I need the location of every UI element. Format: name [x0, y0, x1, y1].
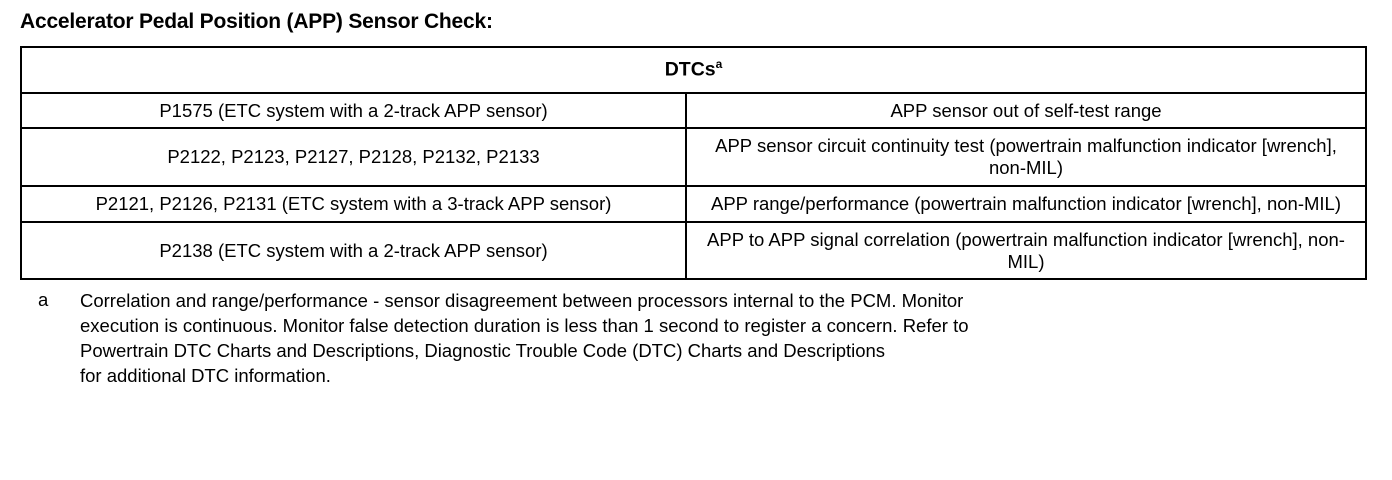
cell-description: APP sensor out of self-test range	[686, 93, 1366, 129]
footnote-text	[80, 289, 969, 388]
cell-description: APP range/performance (powertrain malfunction indicator [wrench], non-MIL)	[686, 186, 1366, 222]
table-row	[21, 186, 1366, 222]
footnote-superscript-a: a	[715, 57, 723, 71]
cell-description: APP sensor circuit continuity test (powertrain malfunction indicator [wrench], non-MIL)	[686, 128, 1366, 186]
column-header-dtcs	[21, 47, 1366, 93]
footnote-marker: a	[38, 289, 49, 311]
footnote-line-3: Powertrain DTC Charts and Descriptions, Diagnostic Trouble Code (DTC) Charts and Descriptions	[80, 340, 886, 362]
cell-dtcs: P2138 (ETC system with a 2-track APP sensor)	[21, 222, 686, 280]
table-row	[21, 93, 1366, 129]
cell-dtcs: P1575 (ETC system with a 2-track APP sensor)	[21, 93, 686, 129]
footnote-line-2: execution is continuous. Monitor false detection duration is less than 1 second to register a concern. Refer to	[80, 315, 969, 337]
footnote	[38, 289, 1374, 388]
footnote-line-4: for additional DTC information.	[80, 364, 331, 386]
table-header-row	[21, 47, 1366, 93]
cell-dtcs: P2121, P2126, P2131 (ETC system with a 3-track APP sensor)	[21, 186, 686, 222]
dtc-table	[20, 46, 1367, 280]
table-row	[21, 222, 1366, 280]
cell-dtcs: P2122, P2123, P2127, P2128, P2132, P2133	[21, 128, 686, 186]
footnote-line-1: Correlation and range/performance - sensor disagreement between processors internal to the PCM. Monitor	[80, 290, 964, 312]
column-header-dtcs-label: DTCs	[664, 58, 716, 81]
page-title: Accelerator Pedal Position (APP) Sensor Check:	[20, 10, 493, 33]
table-row	[21, 128, 1366, 186]
cell-description: APP to APP signal correlation (powertrain malfunction indicator [wrench], non-MIL)	[686, 222, 1366, 280]
